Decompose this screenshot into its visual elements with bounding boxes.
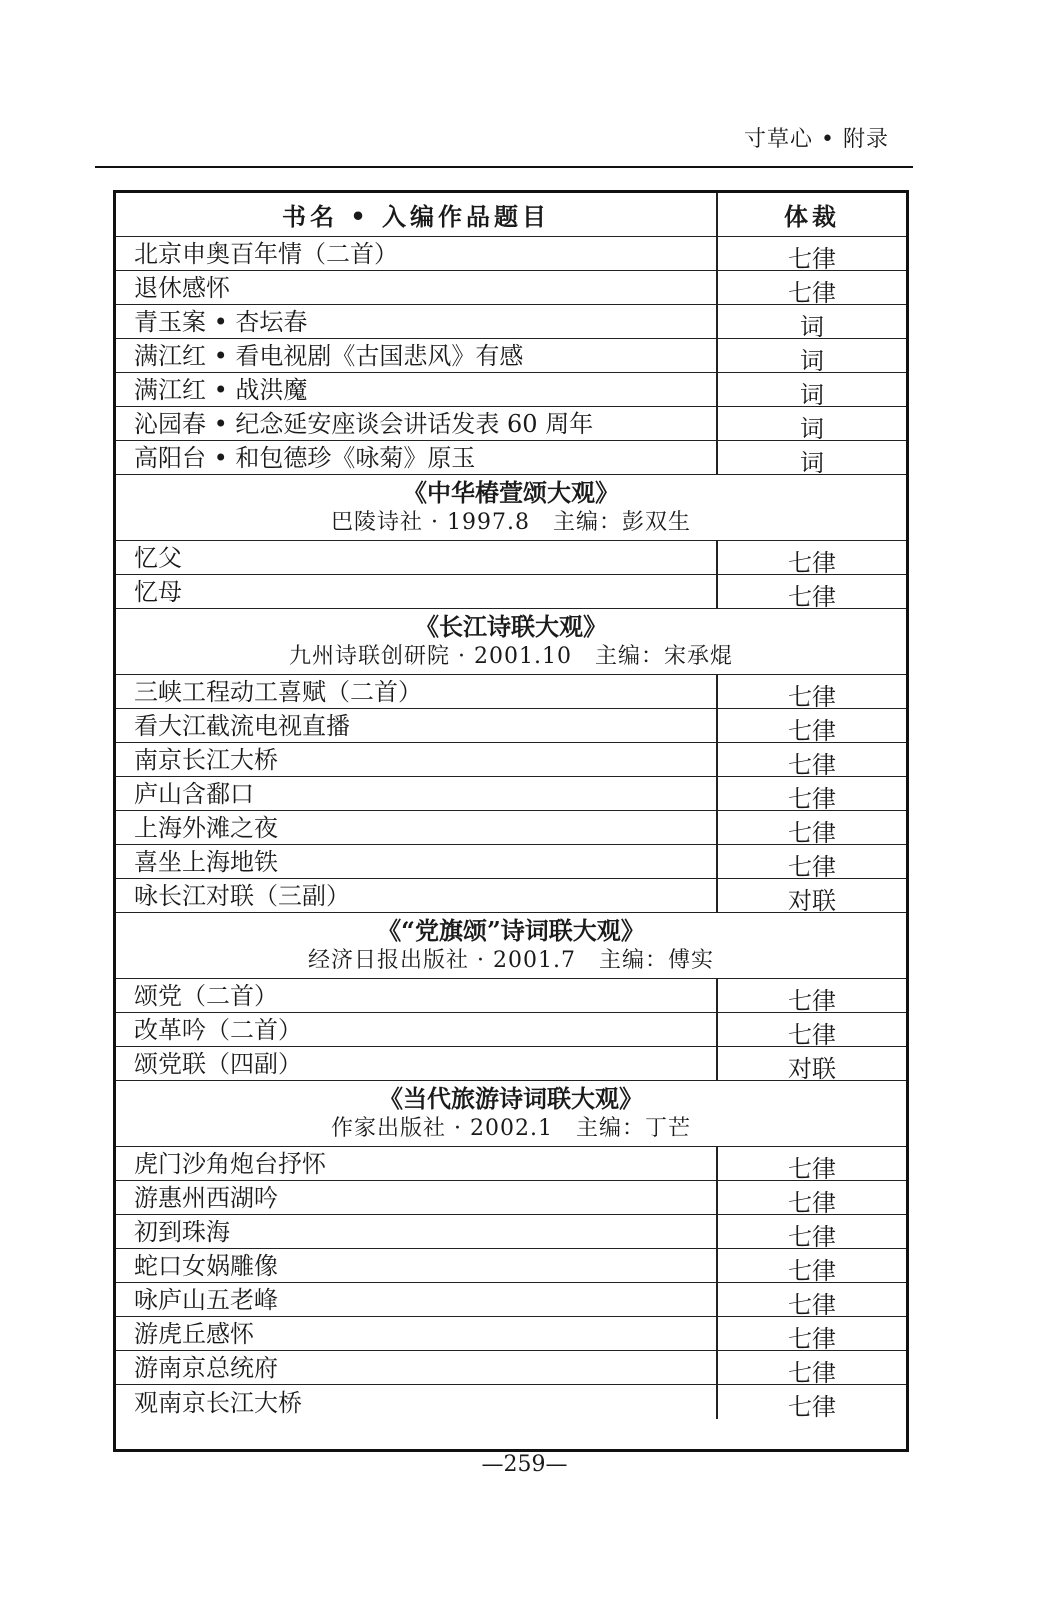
work-title: 沁园春 • 纪念延安座谈会讲话发表 60 周年	[116, 407, 718, 440]
work-genre: 七律	[788, 279, 836, 307]
table-row	[116, 1385, 906, 1419]
work-genre: 词	[800, 449, 824, 477]
table-row	[116, 743, 906, 777]
work-genre: 七律	[788, 1393, 836, 1421]
work-title: 咏长江对联（三副）	[116, 879, 718, 912]
work-title: 喜坐上海地铁	[116, 845, 718, 878]
table-row	[116, 407, 906, 441]
work-genre: 七律	[788, 785, 836, 813]
work-title: 上海外滩之夜	[116, 811, 718, 844]
book-title: 《中华椿萱颂大观》	[403, 477, 619, 507]
work-genre: 七律	[788, 853, 836, 881]
work-genre: 七律	[788, 245, 836, 273]
book-heading	[116, 1081, 906, 1147]
work-genre: 七律	[788, 717, 836, 745]
book-publication-info: 巴陵诗社 · 1997.8 主编：彭双生	[331, 509, 691, 535]
table-row	[116, 777, 906, 811]
book-title: 《“党旗颂”诗词联大观》	[377, 915, 645, 945]
table-row	[116, 305, 906, 339]
work-title: 北京申奥百年情（二首）	[116, 237, 718, 270]
work-genre: 七律	[788, 1189, 836, 1217]
table-row	[116, 373, 906, 407]
column-header-title: 书名 • 入编作品题目	[116, 193, 718, 236]
table-header-row	[116, 193, 906, 237]
table-row	[116, 575, 906, 609]
work-genre: 七律	[788, 683, 836, 711]
book-publication-info: 九州诗联创研院 · 2001.10 主编：宋承焜	[289, 643, 733, 669]
work-genre: 对联	[788, 887, 836, 915]
table-row	[116, 1047, 906, 1081]
work-genre: 七律	[788, 1155, 836, 1183]
table-row	[116, 1351, 906, 1385]
work-genre: 词	[800, 381, 824, 409]
work-title: 忆母	[116, 575, 718, 608]
header-rule	[95, 166, 913, 168]
work-title: 咏庐山五老峰	[116, 1283, 718, 1316]
table-row	[116, 1215, 906, 1249]
table-row	[116, 339, 906, 373]
running-header: 寸草心 • 附录	[744, 127, 889, 152]
book-heading	[116, 475, 906, 541]
work-title: 高阳台 • 和包德珍《咏菊》原玉	[116, 441, 718, 474]
column-header-genre: 体裁	[784, 202, 840, 231]
work-title: 蛇口女娲雕像	[116, 1249, 718, 1282]
work-genre: 七律	[788, 1223, 836, 1251]
work-title: 南京长江大桥	[116, 743, 718, 776]
works-table	[113, 190, 909, 1452]
book-publication-info: 经济日报出版社 · 2001.7 主编：傅实	[308, 947, 714, 973]
work-genre: 七律	[788, 751, 836, 779]
work-title: 观南京长江大桥	[116, 1385, 718, 1419]
work-genre: 七律	[788, 549, 836, 577]
work-title: 庐山含鄱口	[116, 777, 718, 810]
work-genre: 七律	[788, 987, 836, 1015]
work-genre: 七律	[788, 583, 836, 611]
table-row	[116, 1147, 906, 1181]
work-title: 看大江截流电视直播	[116, 709, 718, 742]
work-title: 游惠州西湖吟	[116, 1181, 718, 1214]
work-title: 退休感怀	[116, 271, 718, 304]
work-title: 颂党联（四副）	[116, 1047, 718, 1080]
book-heading	[116, 609, 906, 675]
work-genre: 词	[800, 313, 824, 341]
work-title: 满江红 • 战洪魔	[116, 373, 718, 406]
table-row	[116, 811, 906, 845]
table-row	[116, 1249, 906, 1283]
work-genre: 七律	[788, 1359, 836, 1387]
table-row	[116, 1283, 906, 1317]
table-row	[116, 709, 906, 743]
book-publication-info: 作家出版社 · 2002.1 主编：丁芒	[331, 1115, 691, 1141]
table-row	[116, 1181, 906, 1215]
table-row	[116, 271, 906, 305]
work-title: 三峡工程动工喜赋（二首）	[116, 675, 718, 708]
book-title: 《当代旅游诗词联大观》	[379, 1083, 643, 1113]
work-genre: 七律	[788, 1325, 836, 1353]
table-row	[116, 979, 906, 1013]
table-row	[116, 675, 906, 709]
work-genre: 词	[800, 347, 824, 375]
work-genre: 七律	[788, 1257, 836, 1285]
work-title: 改革吟（二首）	[116, 1013, 718, 1046]
work-title: 初到珠海	[116, 1215, 718, 1248]
table-row	[116, 879, 906, 913]
table-row	[116, 237, 906, 271]
table-row	[116, 1013, 906, 1047]
book-title: 《长江诗联大观》	[415, 611, 607, 641]
work-genre: 七律	[788, 1291, 836, 1319]
book-heading	[116, 913, 906, 979]
work-genre: 七律	[788, 1021, 836, 1049]
work-genre: 对联	[788, 1055, 836, 1083]
page-number: —259—	[481, 1452, 568, 1477]
work-title: 游虎丘感怀	[116, 1317, 718, 1350]
work-title: 忆父	[116, 541, 718, 574]
work-title: 青玉案 • 杏坛春	[116, 305, 718, 338]
table-row	[116, 541, 906, 575]
work-title: 满江红 • 看电视剧《古国悲风》有感	[116, 339, 718, 372]
work-genre: 词	[800, 415, 824, 443]
table-row	[116, 441, 906, 475]
work-title: 颂党（二首）	[116, 979, 718, 1012]
work-title: 游南京总统府	[116, 1351, 718, 1384]
table-row	[116, 1317, 906, 1351]
table-row	[116, 845, 906, 879]
table-body	[116, 237, 906, 1419]
work-genre: 七律	[788, 819, 836, 847]
work-title: 虎门沙角炮台抒怀	[116, 1147, 718, 1180]
